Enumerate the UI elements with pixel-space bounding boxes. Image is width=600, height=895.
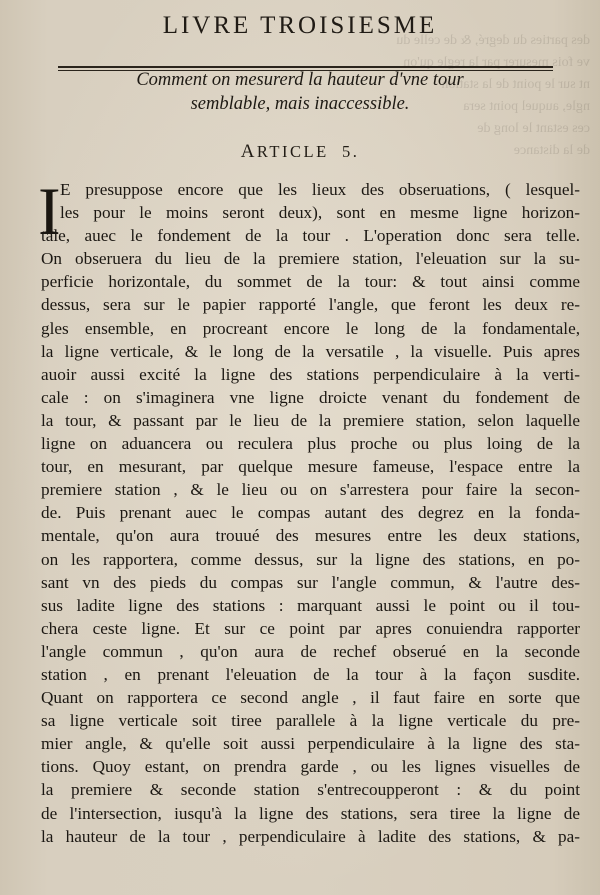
chapter-title-line-1: Comment on mesurerd la hauteur d'vne tour: [136, 70, 464, 90]
article-initial: A: [240, 141, 257, 162]
article-number: 5.: [341, 142, 360, 161]
body-line: cale : on s'imaginera vne ligne droicte venant du fondement de: [41, 387, 580, 407]
body-line: la tour, & passant par le lieu de la premiere station, selon laquelle: [41, 410, 580, 430]
body-line: ligne on aduancera ou reculera plus proche ou plus loing de la: [41, 434, 580, 454]
body-line: sa ligne verticale soit tiree parallele à la ligne verticale du pre-: [41, 711, 580, 731]
body-line: gles ensemble, en procreant encore le long de la fondamentale,: [41, 318, 580, 338]
bleed-through-text: des parties du degré, & de celle du ve fois mesurer par la regle qu'on nt sur le point de la station ngle, auquel point sera ces estant le long de de la distance: [396, 33, 590, 158]
body-line: tions. Quoy estant, on prendra garde , ou les lignes visuelles de: [41, 757, 580, 777]
body-line: la hauteur de la tour , perpendiculaire à ladite des stations, & pa-: [41, 826, 580, 846]
body-line: de l'intersection, iusqu'à la ligne des stations, sera tiree la ligne de: [41, 803, 580, 823]
body-line: tale, auec le fondement de la tour . L'operation donc sera telle.: [41, 226, 580, 246]
body-line: mentale, qu'on aura trouué des mesures entre les deux stations,: [41, 526, 580, 546]
article-heading: [0, 141, 600, 163]
body-line: la ligne verticale, & le long de la versatile , la visuelle. Puis apres: [41, 341, 580, 361]
body-line: station , en prenant l'eleuation de la tour à la façon susdite.: [41, 664, 580, 684]
body-line: sant vn des pieds du compas sur l'angle commun, & l'autre des-: [41, 572, 580, 592]
body-line: on les rapportera, comme dessus, sur la ligne des stations, en po-: [41, 549, 580, 569]
body-line: la premiere & seconde station s'entrecoupperont : & du point: [41, 780, 580, 800]
body-line: On obseruera du lieu de la premiere station, l'eleuation sur la su-: [41, 249, 580, 269]
body-line: sus ladite ligne des stations : marquant aussi le point ou il tou-: [41, 595, 580, 615]
body-line: chera ceste ligne. Et sur ce point par apres conuiendra rapporter: [41, 618, 580, 638]
body-text: [41, 178, 580, 848]
body-line: tour, en mesurant, par quelque mesure fameuse, l'espace entre la: [41, 457, 580, 477]
article-word: RTICLE: [256, 142, 329, 161]
body-line: premiere station , & le lieu ou on s'arrestera pour faire la secon-: [41, 480, 580, 500]
body-line: E presuppose encore que les lieux des obseruations, ( lesquel-: [60, 180, 580, 199]
body-line: mier angle, & qu'elle soit aussi perpendiculaire à la ligne des sta-: [41, 734, 580, 754]
drop-cap: I: [38, 173, 61, 249]
body-line: perficie horizontale, du sommet de la tour: & tout ainsi comme: [41, 272, 580, 292]
body-line: les pour le moins seront deux), sont en mesme ligne horizon-: [60, 203, 580, 223]
body-line: dessus, sera sur le papier rapporté l'angle, que feront les deux re-: [41, 295, 580, 315]
body-line: Quant on rapportera ce second angle , il faut faire en sorte que: [41, 688, 580, 708]
body-line: de. Puis prenant auec le compas autant des degrez en la fonda-: [41, 503, 580, 523]
body-line: auoir aussi excité la ligne des stations perpendiculaire à la verti-: [41, 364, 580, 384]
chapter-title: [0, 68, 600, 116]
chapter-title-line-2: semblable, mais inaccessible.: [190, 94, 410, 114]
running-head: LIVRE TROISIESME: [162, 12, 438, 39]
body-line: l'angle commun , qu'on aura de rechef obserué en la seconde: [41, 641, 580, 661]
